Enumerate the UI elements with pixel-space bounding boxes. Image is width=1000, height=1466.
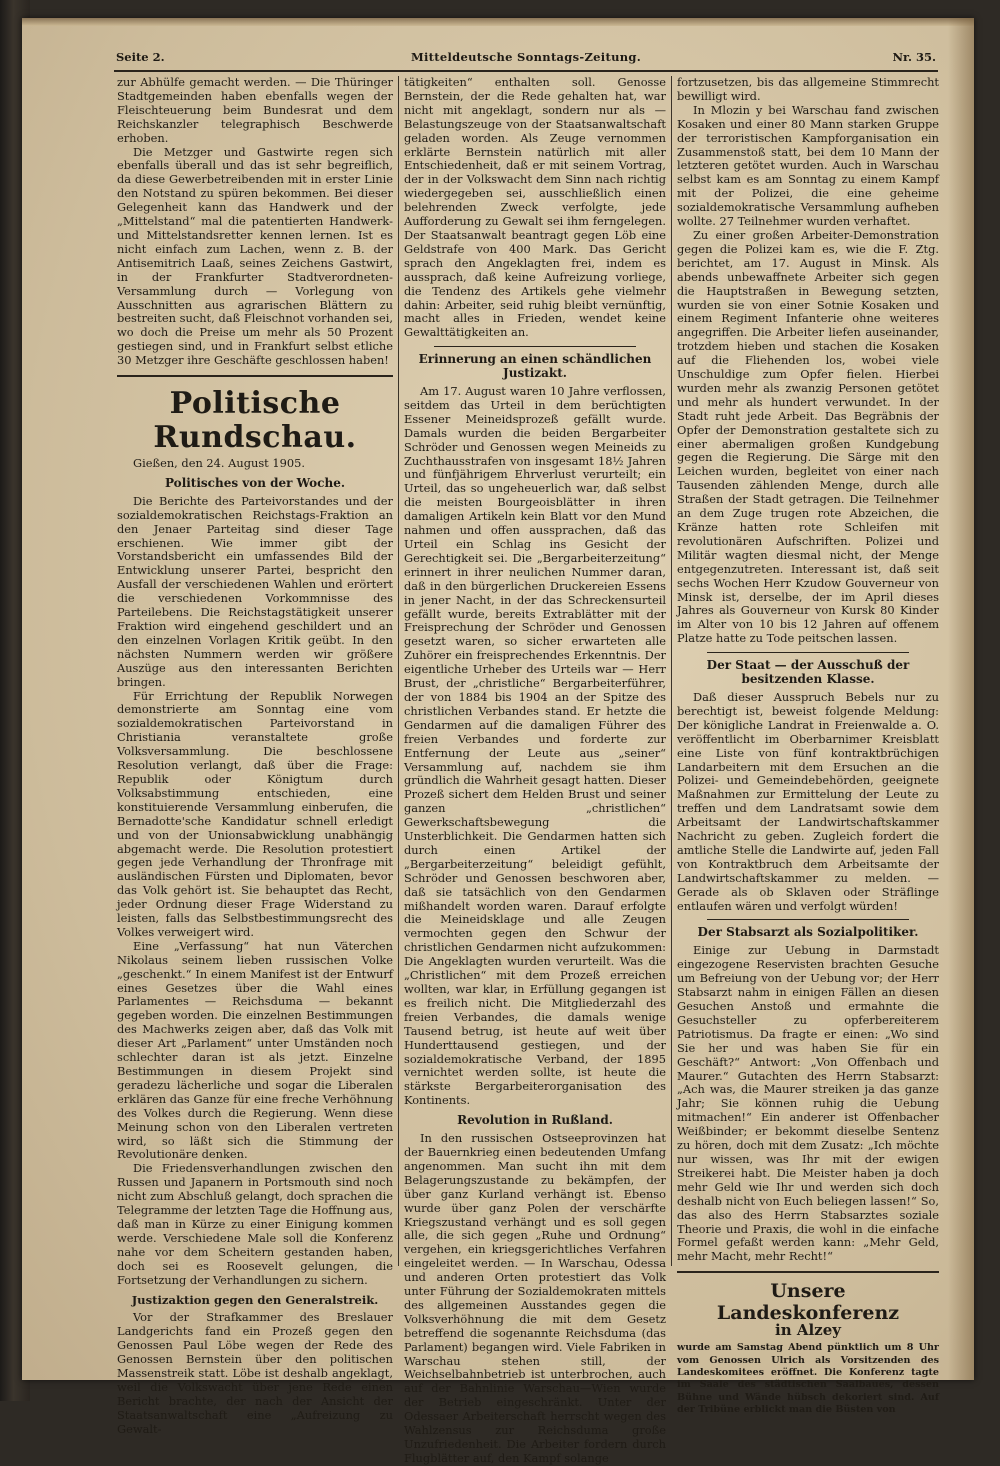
header-rule [114,70,938,72]
paragraph: Eine „Verfassung“ hat nun Väterchen Nikolaus seinem lieben russischen Volke „geschenkt.“ In einem Manifest ist der Entwurf eines Gesetzes über die Wahl eines Parlamentes — Reichsduma — bekannt gegeben worden. Die einzelnen Bestimmungen des Machwerks zeigen aber, daß das Volk mit dieser Art „Parlament“ unter Umständen noch schlechter daran ist als jetzt. Einzelne Bestimmungen in diesem Projekt sind geradezu lächerliche und sogar die Liberalen erklären das Ganze für eine freche Verhöhnung des Volkes durch die Regierung. Wenn diese Meinung schon von den Liberalen vertreten wird, so läßt sich die Stimmung der Revolutionäre denken. [117,938,393,1162]
column-divider-2 [671,76,672,1266]
article-heading: Politisches von der Woche. [164,475,346,490]
page-right-edge [948,18,974,1380]
section-title: Politische Rundschau. [153,386,357,456]
paragraph: In den russischen Ostseeprovinzen hat der Bauernkrieg einen bedeutenden Umfang angenommen. Man sucht ihn mit dem Belagerungszustande zu bekämpfen, der über ganz Kurland verhängt ist. Ebenso wurde über ganz Polen der verschärfte Kriegszustand verhängt und es soll gegen alle, die sich gegen „Ruhe und Ordnung“ vergehen, ein kriegsgerichtliches Verfahren eingeleitet werden. — In Warschau, Odessa und anderen Orten protestiert das Volk unter Führung der Sozialdemokraten mittels des allgemeinen Ausstandes gegen die Volksverhöhnung die mit dem Gesetz betreffend die sogenannte Reichsduma (das Parlament) begangen wird. Viele Fabriken in Warschau stehen still, der Weichselbahnbetrieb ist unterbrochen, auch auf der Bahnlinie Warschau—Wien wurde der Betrieb eingeschränkt. Unter der Odessaer Arbeiterschaft herrscht wegen des Wahlzensus zur Reichsduma große Unzufriedenheit. Die Arbeiter fordern durch Flugblätter auf, den Kampf solange [404,1131,666,1465]
paragraph: wurde am Samstag Abend pünktlich um 8 Uhr vom Genossen Ulrich als Vorsitzenden des Landeskomitees eröffnet. Die Konferenz tagte im Saale des städtischen Saalbaues, dessen Bühne und Wände hübsch dekoriert sind. Auf der Tribüne erblickt man die Büsten von [677,1342,939,1416]
paragraph: Zu einer großen Arbeiter-Demonstration gegen die Polizei kam es, wie die F. Ztg. berichtet, am 17. August in Minsk. Als abends unbewaffnete Arbeiter sich gegen die Hauptstraßen in Bewegung setzten, wurden sie von einer Sotnie Kosaken und einem Regiment Infanterie ohne weiteres angegriffen. Die Arbeiter liefen auseinander, trotzdem hieben und stachen die Kosaken auf die Fliehenden los, wobei viele Unschuldige zum Opfer fielen. Hierbei wurden mehr als zwanzig Personen getötet und mehr als hundert verwundet. In der Stadt ruht jede Arbeit. Das Begräbnis der Opfer der Demonstration gestaltete sich zu einer abermaligen großen Kundgebung gegen die Regierung. Die Särge mit den Leichen wurden, begleitet von einer nach Tausenden zählenden Menge, durch alle Straßen der Stadt getragen. Die Teilnehmer an dem Zuge trugen rote Abzeichen, die Kränze hatten rote Schleifen mit revolutionären Aufschriften. Polizei und Militär wagten diesmal nicht, der Menge entgegenzutreten. Interessant ist, daß seit sechs Wochen Herr Kzudow Gouverneur von Minsk ist, derselbe, der im April dieses Jahres als Gouverneur von Kursk 80 Kinder im Alter von 10 bis 12 Jahren auf offenem Platze hatte zu Tode peitschen lassen. [677,227,939,646]
conference-location: in Alzey [775,1321,841,1340]
dateline: Gießen, den 24. August 1905. [133,456,305,471]
paragraph: In Mlozin y bei Warschau fand zwischen Kosaken und einer 80 Mann starken Gruppe der terroristischen Kampforganisation ein Zusammenstoß statt, bei dem 10 Mann der letzteren getötet wurden. Auch in Warschau selbst kam es am Sonntag zu einem Kampf mit der Polizei, die eine geheime sozialdemokratische Versammlung aufheben wollte. 27 Teilnehmer wurden verhaftet. [677,102,939,229]
section-rule [677,1271,939,1273]
column-1 [117,75,393,1436]
paragraph: Daß dieser Ausspruch Bebels nur zu berechtigt ist, beweist folgende Meldung: Der königliche Landrat in Freienwalde a. O. veröffentlicht im Oberbarnimer Kreisblatt eine Liste von fünf kontraktbrüchigen Landarbeitern mit dem Ersuchen an die Polizei- und Gemeindebehörden, geeignete Maßnahmen zur Ermittelung der Leute zu treffen und dem Landratsamt sowie dem Arbeitsamt der Landwirtschaftskammer Nachricht zu geben. Zugleich fordert die amtliche Stelle die Landwirte auf, jeden Fall von Kontraktbruch dem Arbeitsamte der Landwirtschaftskammer zu melden. — Gerade als ob Sklaven oder Sträflinge entlaufen wären und verfolgt würden! [677,689,939,913]
paragraph: Die Friedensverhandlungen zwischen den Russen und Japanern in Portsmouth sind noch nicht zum Abschluß gelangt, doch sprachen die Telegramme der letzten Tage die Hoffnung aus, daß man in Kürze zu einer Einigung kommen werde. Verschiedene Male soll die Konferenz nahe vor dem Scheitern gestanden haben, doch sei es Roosevelt gelungen, die Fortsetzung der Verhandlungen zu sichern. [117,1161,393,1287]
paragraph: fortzusetzen, bis das allgemeine Stimmrecht bewilligt wird. [677,75,939,103]
article-heading: Der Staat — der Ausschuß der besitzenden Klasse. [706,658,910,687]
page-header [116,46,936,68]
newspaper-title: Mitteldeutsche Sonntags-Zeitung. [410,50,642,64]
paragraph: Am 17. August waren 10 Jahre verflossen, seitdem das Urteil in dem berüchtigten Essener Meineidsprozeß gefällt wurde. Damals wurden die beiden Bergarbeiter Schröder und Genossen wegen Meineids zu Zuchthausstrafen von insgesamt 18½ Jahren und fünfjährigem Ehrverlust verurteilt; ein Urteil, das so ungeheuerlich war, daß selbst die meisten Bourgeoisblätter in ihren damaligen Artikeln kein Blatt vor den Mund nahmen und offen aussprachen, daß das Urteil ein Schlag ins Gesicht der Gerechtigkeit sei. Die „Bergarbeiterzeitung“ erinnert in ihrer neulichen Nummer daran, daß in den bürgerlichen Druckereien Essens in jener Nacht, in der das Schreckensurteil gefällt wurde, bereits Extrablätter mit der Freisprechung der Schröder und Genossen gesetzt waren, so sicher erwarteten alle Zuhörer ein freisprechendes Erkenntnis. Der eigentliche Urheber des Urteils war — Herr Brust, der „christliche“ Bergarbeiterführer, der von 1884 bis 1904 an der Spitze des christlichen Verbandes stand. Er hetzte die Gendarmen auf die damaligen Führer des freien Verbandes und forderte zur Entfernung der Leute aus „seiner“ Versammlung auf, nachdem sie ihm gründlich die Wahrheit gesagt hatten. Dieser Prozeß sichert dem Helden Brust und seiner ganzen „christlichen“ Gewerkschaftsbewegung die Unsterblichkeit. Die Gendarmen hatten sich durch einen Artikel der „Bergarbeiterzeitung“ beleidigt gefühlt, Schröder und Genossen beschworen aber, daß sie tatsächlich von den Gendarmen mißhandelt worden waren. Darauf erfolgte die Meineidsklage und alle Zeugen vermochten gegen den Schwur der christlichen Gendarmen nicht aufzukommen: Die Angeklagten wurden verurteilt. Was die „Christlichen“ mit dem Prozeß erreichen wollten, war klar, in Erfüllung gegangen ist es freilich nicht. Die Mitgliederzahl des freien Verbandes, die damals wenige Tausend betrug, ist heute auf weit über Hunderttausend gestiegen, und der sozialdemokratische Verband, der 1895 vernichtet werden sollte, ist heute die stärkste Bergarbeiterorganisation des Kontinents. [404,384,666,1108]
paragraph: Einige zur Uebung in Darmstadt eingezogene Reservisten brachten Gesuche um Befreiung von der Uebung vor; der Herr Stabsarzt nahm in einigen Fällen an diesen Gesuchen Anstoß und ermahnte die Gesuchsteller zu opferbereiterem Patriotismus. Da fragte er einen: „Wo sind Sie her und was haben Sie für ein Geschäft?“ Antwort: „Von Offenbach und Maurer.“ Gutachten des Herrn Stabsarzt: „Ach was, die Maurer streiken ja das ganze Jahr; Sie können ruhig die Uebung mitmachen!“ Ein anderer ist Offenbacher Weißbinder; er bekommt dieselbe Sentenz zu hören, doch mit dem Zusatz: „Ich möchte nur wissen, was Ihr mit der ewigen Streikerei habt. Die Meister haben ja doch mehr Geld wie Ihr und werden sich doch deshalb nicht von Euch beliegen lassen!“ So, das also des Herrn Stabsarztes soziale Theorie und Praxis, die wohl in die einfache Formel gefaßt werden kann: „Mehr Geld, mehr Macht, mehr Recht!“ [677,943,939,1264]
issue-number: Nr. 35. [892,50,936,64]
column-2 [404,75,666,1465]
column-3 [677,75,939,1416]
article-rule [434,346,636,347]
article-rule [707,652,909,653]
paragraph: Die Metzger und Gastwirte regen sich ebenfalls überall und das ist sehr begreiflich, da diese Gewerbetreibenden mit in erster Linie den Notstand zu spüren bekommen. Bei dieser Gelegenheit kann das Handwerk und der „Mittelstand“ mal die patentierten Handwerk- und Mittelstandsretter kennen lernen. Ist es nicht einfach zum Lachen, wenn z. B. der Antisemitrich Laaß, seines Zeichens Gastwirt, in der Frankfurter Stadtverordneten-Versammlung durch — Vorlegung von Ausschnitten aus agrarischen Blättern zu bestreiten sucht, daß Fleischnot vorhanden sei, wo doch die Preise um mehr als 50 Prozent gestiegen sind, und in Frankfurt selbst etliche 30 Metzger ihre Geschäfte geschlossen haben! [117,144,393,368]
paragraph: zur Abhülfe gemacht werden. — Die Thüringer Stadtgemeinden haben ebenfalls wegen der Fleischteuerung beim Bundesrat und dem Reichskanzler telegraphisch Beschwerde erhoben. [117,75,393,145]
conference-title: Unsere Landeskonferenz [716,1280,900,1325]
paragraph: Die Berichte des Parteivorstandes und der sozialdemokratischen Reichstags-Fraktion an den Jenaer Parteitag sind dieser Tage erschienen. Wie immer gibt der Vorstandsbericht ein umfassendes Bild der Entwicklung unserer Partei, bespricht den Ausfall der verschiedenen Wahlen und erörtert die verschiedenen Vorkommnisse des Parteilebens. Die Reichstagstätigkeit unserer Fraktion wird eingehend geschildert und an den einzelnen Vorlagen Kritik geübt. In den nächsten Nummern werden wir größere Auszüge aus den interessanten Berichten bringen. [117,493,393,689]
page-number-left: Seite 2. [116,50,165,64]
article-heading: Der Stabsarzt als Sozialpolitiker. [697,925,919,940]
article-rule [707,919,909,920]
paragraph: Vor der Strafkammer des Breslauer Landgerichts fand ein Prozeß gegen den Genossen Paul Löbe wegen der Rede des Genossen Bernstein über den politischen Massenstreik statt. Löbe ist deshalb angeklagt, weil die Volkswacht über jene Rede einen Bericht brachte, der nach der Ansicht der Staatsanwaltschaft eine „Aufreizung zu Gewalt- [117,1310,393,1436]
paragraph: tätigkeiten“ enthalten soll. Genosse Bernstein, der die Rede gehalten hat, war nicht mit angeklagt, sondern nur als — Belastungszeuge von der Staatsanwaltschaft geladen worden. Als Zeuge vernommen erklärte Bernstein natürlich mit aller Entschiedenheit, daß er mit seinem Vortrag, der in der Volkswacht dem Sinn nach richtig wiedergegeben sei, ausschließlich einen belehrenden Zweck verfolgte, jede Aufforderung zu Gewalt sei ihm ferngelegen. Der Staatsanwalt beantragt gegen Löb eine Geldstrafe von 400 Mark. Das Gericht sprach den Angeklagten frei, indem es aussprach, daß keine Aufreizung vorliege, die Tendenz des Artikels gehe vielmehr dahin: Arbeiter, seid ruhig bleibt vernünftig, macht alles in Frieden, wendet keine Gewalttätigkeiten an. [404,75,666,340]
article-heading: Erinnerung an einen schändlichen Justizakt. [418,352,652,381]
article-heading: Revolution in Rußland. [457,1113,613,1128]
article-heading: Justizaktion gegen den Generalstreik. [131,1292,379,1307]
section-rule [117,375,393,377]
column-divider-1 [398,76,399,1266]
paragraph: Für Errichtung der Republik Norwegen demonstrierte am Sonntag eine vom sozialdemokratischen Parteivorstand in Christiania veranstaltete große Volksversammlung. Die beschlossene Resolution verlangt, daß über die Frage: Republik oder Königtum durch Volksabstimmung entschieden, eine konstituierende Versammlung einberufen, die Bernadotte'sche Kandidatur schnell erledigt und von der Unionsabwicklung unabhängig abgemacht werde. Die Resolution protestiert gegen jede Verhandlung der Thronfrage mit ausländischen Fürsten und Diplomaten, bevor das Volk gehört ist. Sie behauptet das Recht, jeder Ordnung dieser Frage Widerstand zu leisten, falls das Selbstbestimmungsrecht des Volkes verweigert wird. [117,688,393,939]
page-top-edge [22,18,974,26]
